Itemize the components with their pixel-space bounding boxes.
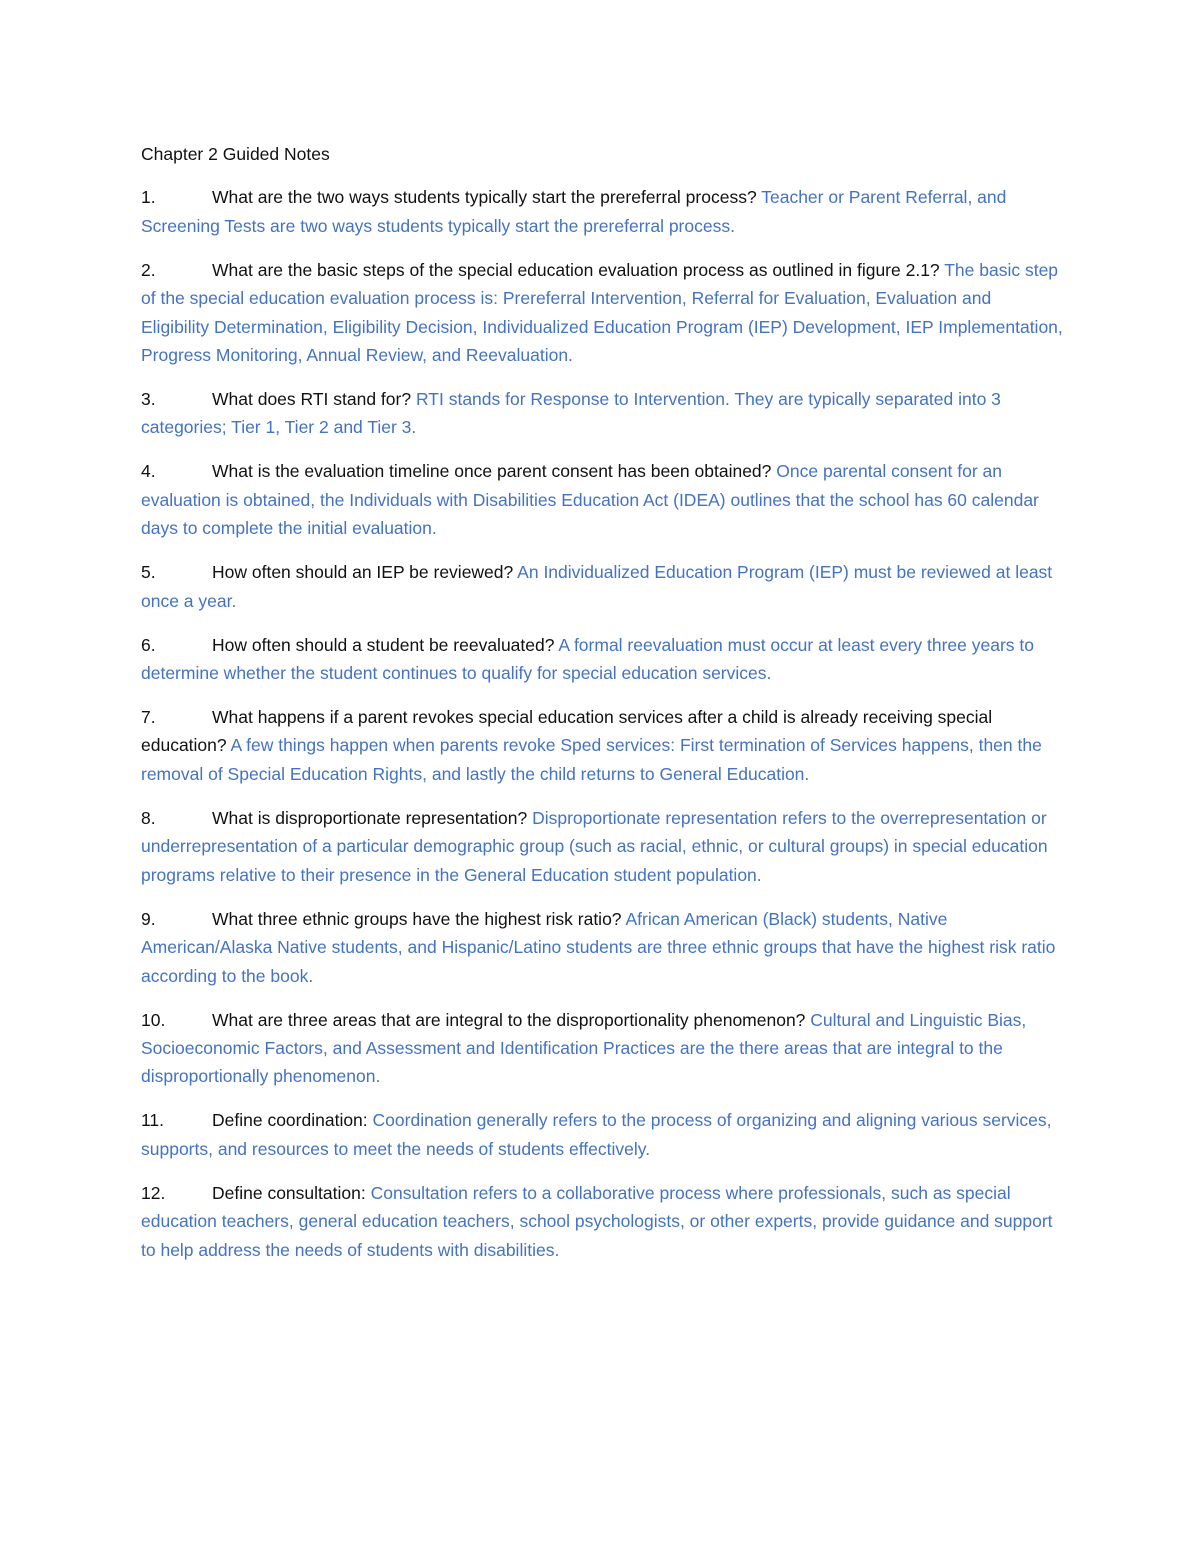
item-number: 9.	[141, 908, 156, 929]
answer-text: Disproportionate representation refers to the overrepresentation or underrepresentation of a particular demographic group (such as racial, ethnic, or cultural groups) in special education programs relative to their presence in the General Education student population.	[141, 807, 1048, 885]
answer-text: African American (Black) students, Native American/Alaska Native students, and Hispanic/Latino students are three ethnic groups that have the highest risk ratio according to the book.	[141, 908, 1056, 986]
answer-text: A few things happen when parents revoke Sped services: First termination of Services happens, then the removal of Special Education Rights, and lastly the child returns to General Education.	[141, 735, 1042, 784]
answer-text: RTI stands for Response to Intervention. They are typically separated into 3 categories; Tier 1, Tier 2 and Tier 3.	[141, 389, 1001, 438]
question-text: What three ethnic groups have the highest risk ratio?	[212, 908, 622, 929]
answer-text: Teacher or Parent Referral, and Screening Tests are two ways students typically start the prereferral process.	[141, 187, 1007, 236]
item-number: 1.	[141, 187, 156, 208]
qa-item-11	[141, 1106, 1063, 1163]
item-number: 5.	[141, 562, 156, 583]
question-text: What is disproportionate representation?	[212, 807, 528, 828]
answer-text: A formal reevaluation must occur at least every three years to determine whether the student continues to qualify for special education services.	[141, 634, 1035, 684]
qa-item-9	[141, 905, 1063, 990]
qa-item-4	[141, 457, 1063, 542]
item-number: 6.	[141, 634, 156, 655]
qa-item-1	[141, 183, 1063, 240]
question-text: What does RTI stand for?	[212, 389, 412, 410]
qa-item-2	[141, 256, 1063, 370]
document-body	[141, 140, 1063, 1280]
question-text: What is the evaluation timeline once parent consent has been obtained?	[212, 461, 772, 482]
answer-text: An Individualized Education Program (IEP) must be reviewed at least once a year.	[141, 562, 1053, 611]
answer-text: The basic step of the special education evaluation process is: Prereferral Intervention, Referral for Evaluation, Evaluation and Eligibility Determination, Eligibility Decision, Individualized Education Program (IEP) Development, IEP Implementation, Progress Monitoring, Annual Review, and Reevaluation.	[141, 259, 1063, 366]
qa-item-3	[141, 385, 1063, 442]
question-text: What are the basic steps of the special education evaluation process as outlined in figure 2.1?	[212, 259, 940, 280]
item-number: 7.	[141, 707, 156, 728]
question-text: How often should an IEP be reviewed?	[212, 562, 514, 583]
question-text: What are the two ways students typically start the prereferral process?	[212, 187, 757, 208]
question-text: What are three areas that are integral to the disproportionality phenomenon?	[212, 1009, 806, 1030]
answer-text: Cultural and Linguistic Bias, Socioeconomic Factors, and Assessment and Identification Practices are the there areas that are integral to the disproportionally phenomenon.	[141, 1009, 1027, 1087]
item-number: 11.	[141, 1110, 165, 1131]
question-text: What happens if a parent revokes special education services after a child is already receiving special education?	[141, 707, 993, 756]
item-number: 2.	[141, 259, 156, 280]
qa-item-10	[141, 1006, 1063, 1091]
qa-item-8	[141, 804, 1063, 889]
item-number: 3.	[141, 389, 156, 410]
qa-item-5	[141, 558, 1063, 615]
question-text: Define coordination:	[212, 1110, 368, 1131]
answer-text: Once parental consent for an evaluation is obtained, the Individuals with Disabilities Education Act (IDEA) outlines that the school has 60 calendar days to complete the initial evaluation.	[141, 461, 1039, 539]
answer-text: Consultation refers to a collaborative process where professionals, such as special education teachers, general education teachers, school psychologists, or other experts, provide guidance and support to help address the needs of students with disabilities.	[141, 1182, 1053, 1260]
question-text: How often should a student be reevaluated?	[212, 634, 555, 655]
item-number: 4.	[141, 461, 156, 482]
item-number: 12.	[141, 1182, 166, 1203]
page-title: Chapter 2 Guided Notes	[141, 144, 330, 164]
answer-text: Coordination generally refers to the process of organizing and aligning various services, supports, and resources to meet the needs of students effectively.	[141, 1110, 1052, 1159]
question-text: Define consultation:	[212, 1182, 366, 1203]
qa-item-12	[141, 1179, 1063, 1264]
qa-item-7	[141, 703, 1063, 788]
qa-item-6	[141, 631, 1063, 688]
item-number: 8.	[141, 807, 156, 828]
item-number: 10.	[141, 1009, 166, 1030]
